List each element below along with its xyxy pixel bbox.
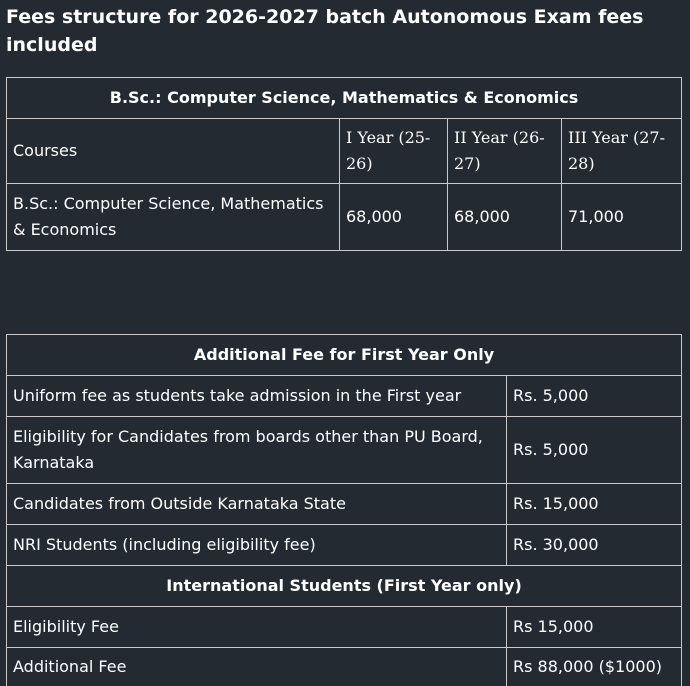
- year-1-fee: 68,000: [340, 184, 448, 251]
- fee-description: Eligibility Fee: [7, 607, 507, 648]
- course-name: B.Sc.: Computer Science, Mathematics & Economics: [7, 184, 340, 251]
- page-heading: Fees structure for 2026-2027 batch Autonomous Exam fees included: [6, 6, 644, 56]
- course-table-title: B.Sc.: Computer Science, Mathematics & Economics: [7, 78, 682, 119]
- course-fee-table: [6, 77, 682, 251]
- table-row: [7, 376, 682, 417]
- fee-description: Uniform fee as students take admission in the First year: [7, 376, 507, 417]
- fee-amount: Rs 15,000: [507, 607, 682, 648]
- fee-amount: Rs 88,000 ($1000): [507, 648, 682, 686]
- year-2-fee: 68,000: [448, 184, 562, 251]
- table-row: [7, 607, 682, 648]
- fee-amount: Rs. 5,000: [507, 417, 682, 484]
- table-row: [7, 525, 682, 566]
- header-year-2: II Year (26-27): [448, 119, 562, 184]
- table-row: [7, 648, 682, 686]
- table-row: [7, 184, 682, 251]
- year-3-fee: 71,000: [562, 184, 682, 251]
- course-table-header-row: [7, 119, 682, 184]
- fee-description: Eligibility for Candidates from boards other than PU Board, Karnataka: [7, 417, 507, 484]
- fee-description: NRI Students (including eligibility fee): [7, 525, 507, 566]
- additional-fee-table: [6, 334, 682, 686]
- course-table-title-row: [7, 78, 682, 119]
- fee-amount: Rs. 5,000: [507, 376, 682, 417]
- additional-table-title: Additional Fee for First Year Only: [7, 335, 682, 376]
- table-row: [7, 484, 682, 525]
- fee-amount: Rs. 30,000: [507, 525, 682, 566]
- header-year-3: III Year (27-28): [562, 119, 682, 184]
- fee-description: Additional Fee: [7, 648, 507, 686]
- fee-description: Candidates from Outside Karnataka State: [7, 484, 507, 525]
- table-row: [7, 417, 682, 484]
- international-title: International Students (First Year only): [7, 566, 682, 607]
- header-courses: Courses: [7, 119, 340, 184]
- international-title-row: [7, 566, 682, 607]
- fee-amount: Rs. 15,000: [507, 484, 682, 525]
- additional-table-title-row: [7, 335, 682, 376]
- header-year-1: I Year (25-26): [340, 119, 448, 184]
